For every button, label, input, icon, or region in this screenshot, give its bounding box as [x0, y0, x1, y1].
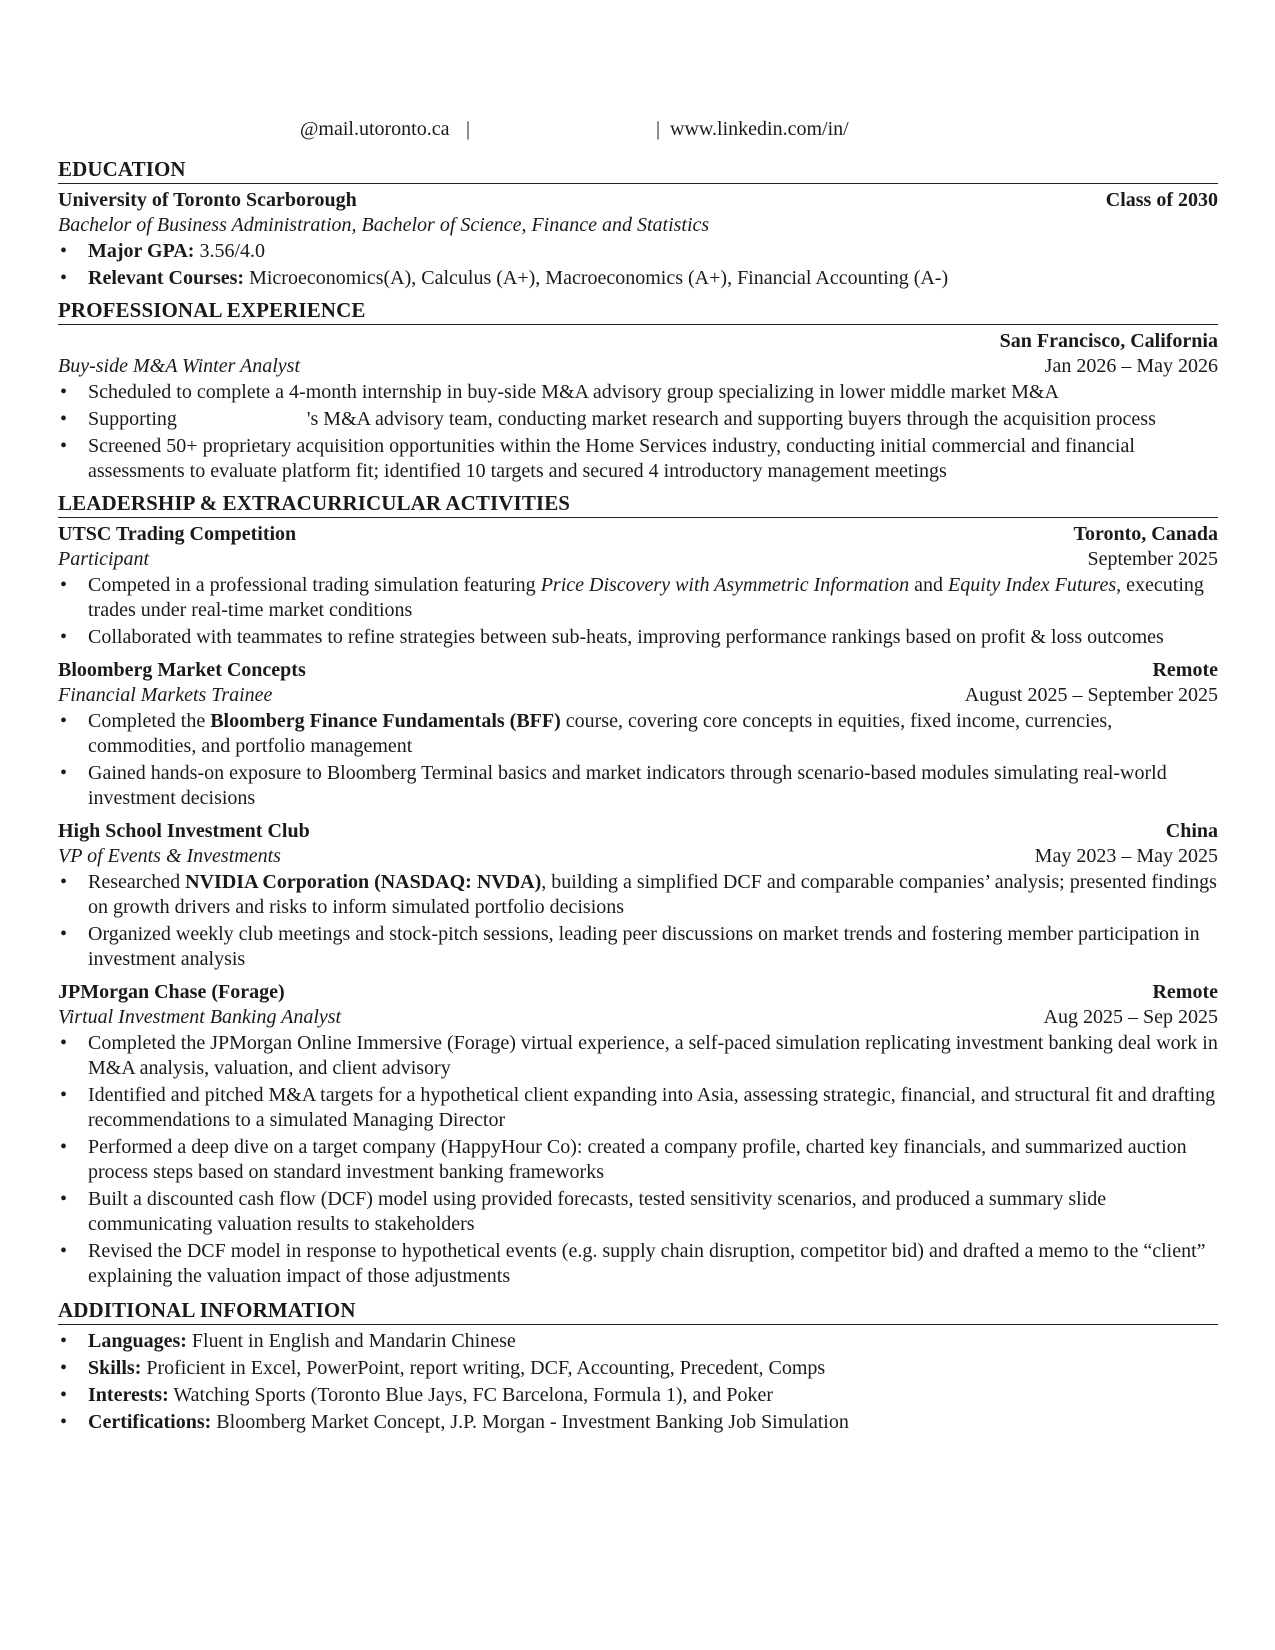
school-name: University of Toronto Scarborough	[58, 189, 357, 211]
entry-location: San Francisco, California	[999, 330, 1218, 352]
bullet-bold: NVIDIA Corporation (NASDAQ: NVDA)	[185, 871, 542, 893]
contact-linkedin[interactable]: www.linkedin.com/in/	[670, 118, 849, 140]
entry-org: High School Investment Club	[58, 820, 310, 842]
leadership-section	[58, 490, 1218, 1289]
entry-org: UTSC Trading Competition	[58, 523, 297, 545]
experience-bullets	[58, 380, 1218, 484]
entry-subheader	[58, 213, 1218, 238]
list-item	[58, 1410, 1218, 1435]
graduation-class: Class of 2030	[1105, 189, 1218, 211]
entry-header	[58, 522, 1218, 547]
entry-header	[58, 658, 1218, 683]
bullet-label: Skills:	[88, 1357, 142, 1379]
list-item	[58, 1356, 1218, 1381]
list-item: • Completed the JPMorgan Online Immersive (Forage) virtual experience, a self-paced simulation replicating investment banking deal work in M&A analysis, valuation, and client advisory	[58, 1031, 1218, 1081]
entry-role: Virtual Investment Banking Analyst	[58, 1006, 342, 1028]
contact-email[interactable]: @mail.utoronto.ca	[300, 118, 450, 140]
entry-bullets	[58, 709, 1218, 811]
list-item: • Scheduled to complete a 4-month internship in buy-side M&A advisory group specializing in lower middle market M&A	[58, 380, 1218, 405]
list-item	[58, 266, 1218, 291]
list-item	[58, 870, 1218, 920]
bullet-italic: Price Discovery with Asymmetric Information	[540, 574, 910, 596]
entry-location: China	[1165, 820, 1218, 842]
bullet-label: Major GPA:	[88, 240, 195, 262]
entry-header	[58, 188, 1218, 213]
list-item: • Supporting 's M&A advisory team, conducting market research and supporting buyers through the acquisition process	[58, 407, 1218, 432]
entry-header	[58, 819, 1218, 844]
list-item	[58, 1383, 1218, 1408]
experience-section	[58, 297, 1218, 484]
entry-header	[58, 980, 1218, 1005]
entry-header	[58, 329, 1218, 354]
entry-subheader	[58, 844, 1218, 869]
bullet-text: course, covering core concepts in equities, fixed income, currencies, commodities, and portfolio management	[88, 710, 1113, 757]
entry-org: Bloomberg Market Concepts	[58, 659, 306, 681]
entry-bullets	[58, 870, 1218, 972]
bullet-text: Researched	[88, 871, 186, 893]
bullet-label: Languages:	[88, 1330, 187, 1352]
entry-utsc	[58, 522, 1218, 650]
section-title: PROFESSIONAL EXPERIENCE	[58, 297, 1218, 325]
entry-dates: Jan 2026 – May 2026	[1044, 355, 1218, 377]
bullet-label: Interests:	[88, 1384, 169, 1406]
entry-role: Financial Markets Trainee	[58, 684, 273, 706]
entry-investment-club	[58, 819, 1218, 972]
entry-bullets	[58, 1031, 1218, 1289]
additional-bullets	[58, 1329, 1218, 1435]
entry-dates: August 2025 – September 2025	[964, 684, 1218, 706]
bullet-label: Relevant Courses:	[88, 267, 245, 289]
bullet-text: Completed the	[88, 710, 211, 732]
list-item	[58, 1329, 1218, 1354]
list-item: • Built a discounted cash flow (DCF) model using provided forecasts, tested sensitivity scenarios, and produced a summary slide communicating valuation results to stakeholders	[58, 1187, 1218, 1237]
entry-subheader	[58, 547, 1218, 572]
section-title: ADDITIONAL INFORMATION	[58, 1297, 1218, 1325]
bullet-text: , building a simplified DCF and comparable companies’ analysis; presented findings on growth drivers and risks to inform simulated portfolio decisions	[88, 871, 1217, 918]
bullet-italic: Equity Index Futures	[948, 574, 1117, 596]
list-item: • Identified and pitched M&A targets for a hypothetical client expanding into Asia, assessing strategic, financial, and structural fit and drafting recommendations to a simulated Managing Director	[58, 1083, 1218, 1133]
entry-dates: May 2023 – May 2025	[1034, 845, 1218, 867]
bullet-value: Proficient in Excel, PowerPoint, report writing, DCF, Accounting, Precedent, Comps	[141, 1357, 826, 1379]
bullet-bold: Bloomberg Finance Fundamentals (BFF)	[210, 710, 561, 732]
degree: Bachelor of Business Administration, Bachelor of Science, Finance and Statistics	[58, 214, 710, 236]
bullet-value: Fluent in English and Mandarin Chinese	[186, 1330, 516, 1352]
entry-location: Toronto, Canada	[1073, 523, 1218, 545]
education-section	[58, 156, 1218, 291]
entry-location: Remote	[1152, 981, 1218, 1003]
list-item	[58, 709, 1218, 759]
entry-subheader	[58, 354, 1218, 379]
additional-section	[58, 1297, 1218, 1435]
entry-subheader	[58, 683, 1218, 708]
bullet-text: , executing trades under real-time market conditions	[88, 574, 1204, 621]
bullet-value: Microeconomics(A), Calculus (A+), Macroeconomics (A+), Financial Accounting (A-)	[244, 267, 949, 289]
entry-bloomberg	[58, 658, 1218, 811]
education-bullets	[58, 239, 1218, 291]
entry-role: Buy-side M&A Winter Analyst	[58, 355, 301, 377]
section-title: LEADERSHIP & EXTRACURRICULAR ACTIVITIES	[58, 490, 1218, 518]
list-item: • Organized weekly club meetings and stock-pitch sessions, leading peer discussions on market trends and fostering member participation in investment analysis	[58, 922, 1218, 972]
entry-role: Participant	[58, 548, 150, 570]
entry-dates: September 2025	[1087, 548, 1218, 570]
entry-bullets	[58, 573, 1218, 650]
entry-subheader	[58, 1005, 1218, 1030]
entry-role: VP of Events & Investments	[58, 845, 281, 867]
contact-line	[58, 118, 1218, 144]
list-item	[58, 573, 1218, 623]
list-item: • Performed a deep dive on a target company (HappyHour Co): created a company profile, charted key financials, and summarized auction process steps based on standard investment banking frameworks	[58, 1135, 1218, 1185]
entry-org: JPMorgan Chase (Forage)	[58, 981, 285, 1003]
list-item: • Collaborated with teammates to refine strategies between sub-heats, improving performance rankings based on profit & loss outcomes	[58, 625, 1218, 650]
bullet-text: and	[909, 574, 949, 596]
bullet-value: 3.56/4.0	[194, 240, 266, 262]
entry-location: Remote	[1152, 659, 1218, 681]
section-title: EDUCATION	[58, 156, 1218, 184]
entry-dates: Aug 2025 – Sep 2025	[1043, 1006, 1218, 1028]
bullet-text: Competed in a professional trading simulation featuring	[88, 574, 541, 596]
contact-separator: |	[466, 118, 471, 140]
list-item: • Gained hands-on exposure to Bloomberg Terminal basics and market indicators through scenario-based modules simulating real-world investment decisions	[58, 761, 1218, 811]
list-item: • Revised the DCF model in response to hypothetical events (e.g. supply chain disruption, competitor bid) and drafted a memo to the “client” explaining the valuation impact of those adjustments	[58, 1239, 1218, 1289]
list-item: • Screened 50+ proprietary acquisition opportunities within the Home Services industry, conducting initial commercial and financial assessments to evaluate platform fit; identified 10 targets and secured 4 introductory management meetings	[58, 434, 1218, 484]
list-item	[58, 239, 1218, 264]
bullet-label: Certifications:	[88, 1411, 212, 1433]
contact-separator: |	[656, 118, 661, 140]
resume-page	[58, 118, 1218, 1441]
bullet-value: Watching Sports (Toronto Blue Jays, FC Barcelona, Formula 1), and Poker	[168, 1384, 774, 1406]
entry-jpmorgan	[58, 980, 1218, 1289]
bullet-value: Bloomberg Market Concept, J.P. Morgan - Investment Banking Job Simulation	[211, 1411, 849, 1433]
